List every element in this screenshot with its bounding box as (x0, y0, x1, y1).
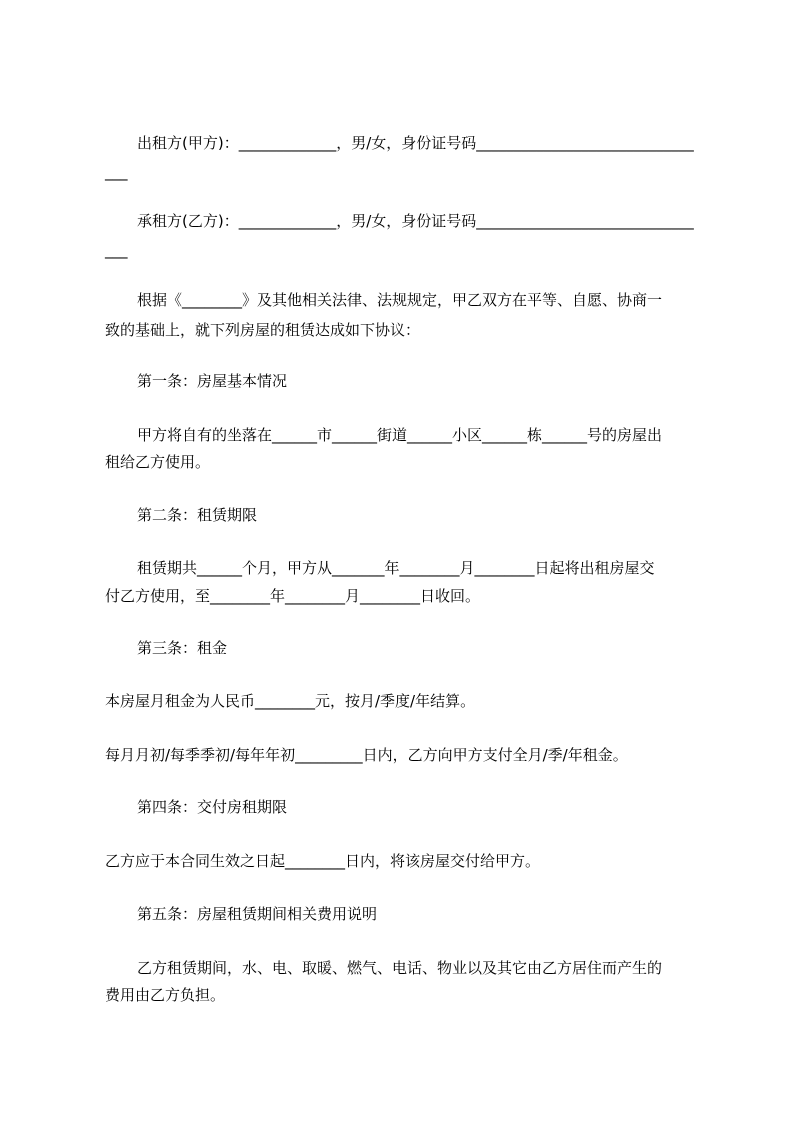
article-5-line-2: 费用由乙方负担。 (105, 986, 226, 1004)
article-3-paragraph-1: 本房屋月租金为人民币________元，按月/季度/年结算。 (105, 692, 476, 710)
article-5-title: 第五条：房屋租赁期间相关费用说明 (137, 905, 378, 923)
article-1-line-1: 甲方将自有的坐落在______市______街道______小区______栋______号的房屋出 (137, 426, 663, 444)
preamble-line-1: 根据《________》及其他相关法律、法规规定，甲乙双方在平等、自愿、协商一 (137, 291, 663, 309)
article-5-line-1: 乙方租赁期间，水、电、取暖、燃气、电话、物业以及其它由乙方居住而产生的 (137, 959, 663, 977)
lessor-line: 出租方(甲方)：_____________，男/女，身份证号码_____________________________ (137, 134, 694, 152)
lessee-line-continuation: ___ (105, 241, 128, 259)
article-2-line-2: 付乙方使用，至________年________月________日收回。 (105, 587, 481, 605)
lessee-line: 承租方(乙方)：_____________，男/女，身份证号码_____________________________ (137, 212, 694, 230)
article-1-title: 第一条：房屋基本情况 (137, 372, 288, 390)
article-2-line-1: 租赁期共______个月，甲方从_______年________月________日起将出租房屋交 (137, 559, 655, 577)
article-4-paragraph-1: 乙方应于本合同生效之日起________日内，将该房屋交付给甲方。 (105, 852, 541, 870)
lessor-line-continuation: ___ (105, 163, 128, 181)
article-3-paragraph-2: 每月月初/每季季初/每年年初_________日内，乙方向甲方支付全月/季/年租金。 (105, 746, 628, 764)
article-2-title: 第二条：租赁期限 (137, 506, 258, 524)
article-4-title: 第四条：交付房租期限 (137, 798, 288, 816)
preamble-line-2: 致的基础上，就下列房屋的租赁达成如下协议： (105, 321, 421, 339)
article-3-title: 第三条：租金 (137, 639, 228, 657)
article-1-line-2: 租给乙方使用。 (105, 453, 211, 471)
